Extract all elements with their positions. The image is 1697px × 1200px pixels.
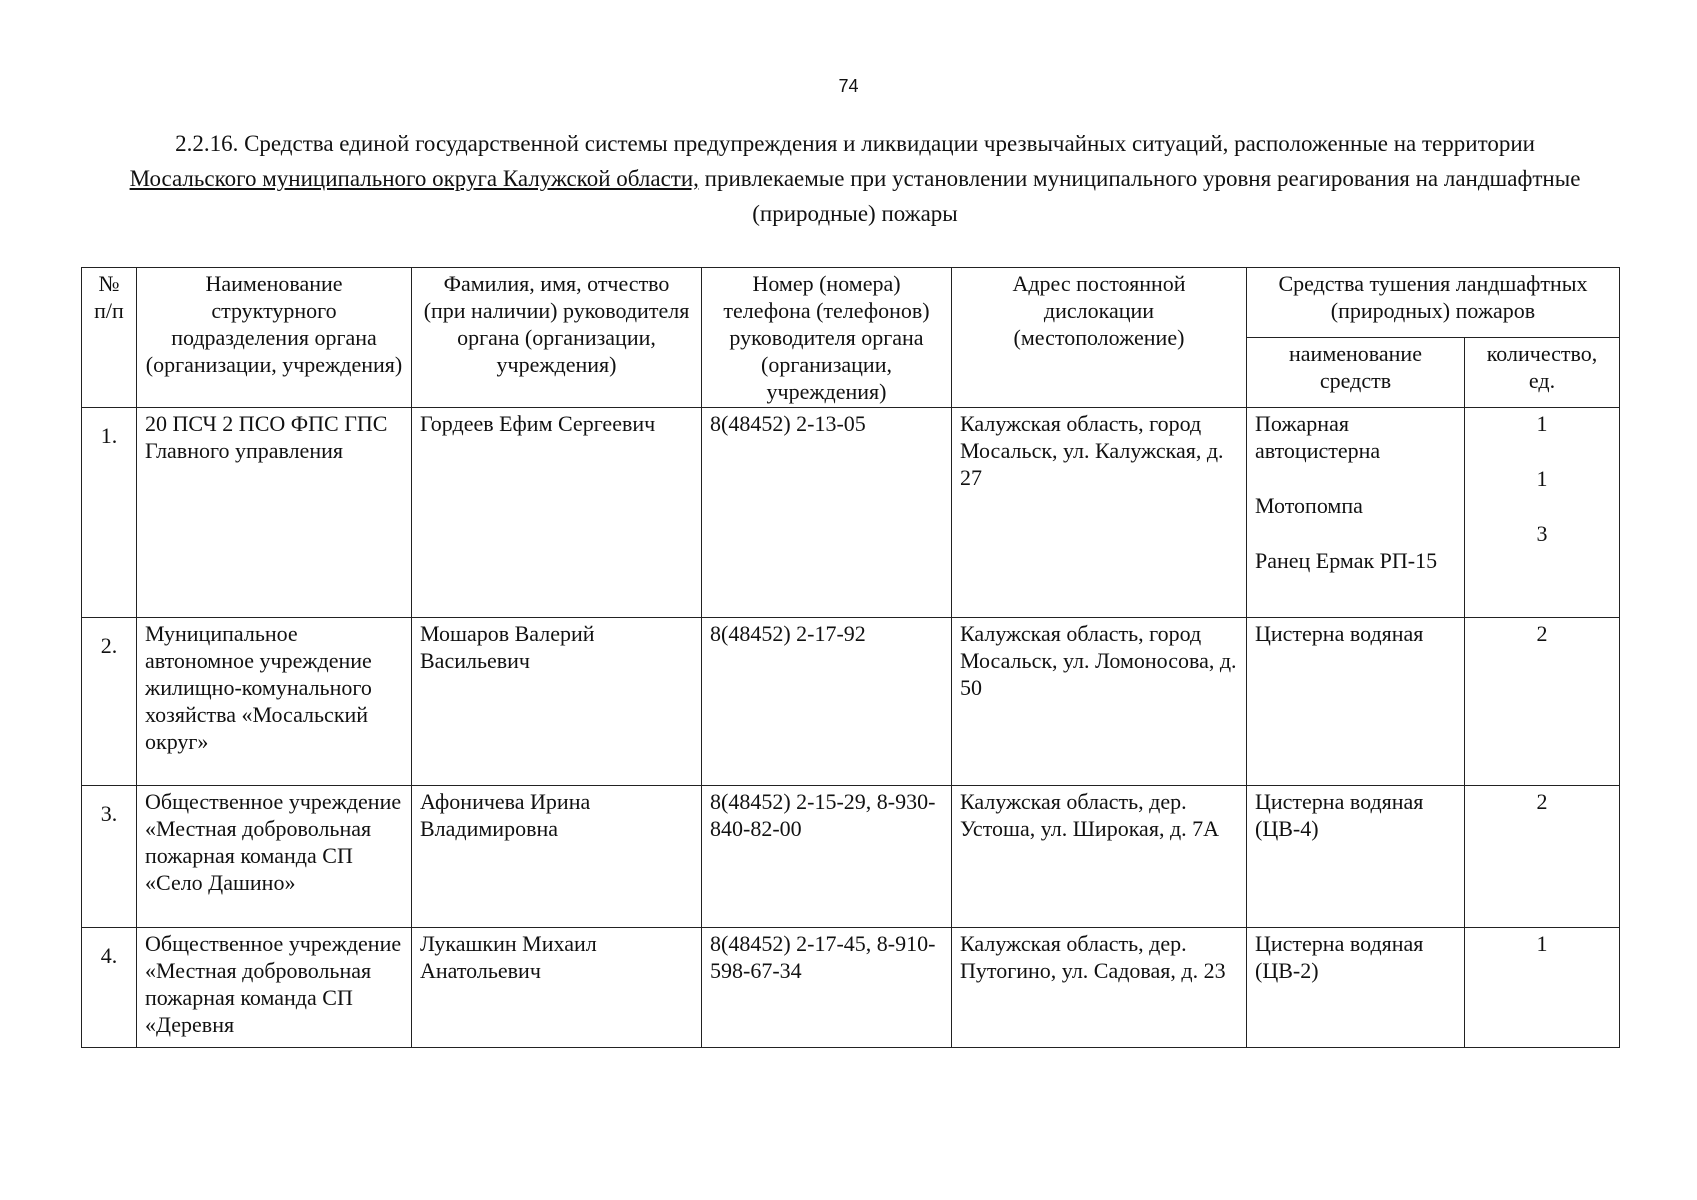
header-row [82, 268, 1620, 338]
row-means-name: Цистерна водяная (ЦВ-2) [1247, 928, 1465, 1048]
row-organization: 20 ПСЧ 2 ПСО ФПС ГПС Главного управления [137, 408, 412, 618]
heading-underlined-territory: Мосальского муниципального округа Калужской области, [129, 166, 699, 191]
row-organization: Общественное учреждение «Местная добровольная пожарная команда СП «Деревня [137, 928, 412, 1048]
header-means-name: наименование средств [1247, 338, 1465, 408]
resources-table [81, 267, 1620, 1048]
row-number: 3. [82, 786, 137, 928]
row-address: Калужская область, дер. Устоша, ул. Широкая, д. 7А [952, 786, 1247, 928]
row-organization: Муниципальное автономное учреждение жилищно-комунального хозяйства «Мосальский округ» [137, 618, 412, 786]
row-head-name: Афоничева Ирина Владимировна [412, 786, 702, 928]
header-head-name: Фамилия, имя, отчество (при наличии) руководителя органа (организации, учреждения) [412, 268, 702, 408]
row-means-qty: 2 [1465, 618, 1620, 786]
row-head-name: Гордеев Ефим Сергеевич [412, 408, 702, 618]
header-phone: Номер (номера) телефона (телефонов) руководителя органа (организации, учреждения) [702, 268, 952, 408]
row-address: Калужская область, город Мосальск, ул. Ломоносова, д. 50 [952, 618, 1247, 786]
heading-text-start: 2.2.16. Средства единой государственной системы предупреждения и ликвидации чрезвычайных ситуаций, расположенные на территории [175, 131, 1535, 156]
table-row [82, 786, 1620, 928]
row-phone: 8(48452) 2-15-29, 8-930-840-82-00 [702, 786, 952, 928]
row-means-qty: 2 [1465, 786, 1620, 928]
means-item: Ранец Ермак РП-15 [1255, 548, 1438, 573]
header-number: № п/п [82, 268, 137, 408]
means-qty: 1 [1536, 466, 1548, 491]
row-head-name: Лукашкин Михаил Анатольевич [412, 928, 702, 1048]
row-phone: 8(48452) 2-17-92 [702, 618, 952, 786]
resources-table-container [81, 267, 1619, 1048]
means-item: Мотопомпа [1255, 493, 1363, 518]
row-number: 2. [82, 618, 137, 786]
row-address: Калужская область, город Мосальск, ул. Калужская, д. 27 [952, 408, 1247, 618]
row-number: 4. [82, 928, 137, 1048]
row-means-qty: 1 [1465, 928, 1620, 1048]
row-number: 1. [82, 408, 137, 618]
table-row [82, 618, 1620, 786]
row-organization: Общественное учреждение «Местная добровольная пожарная команда СП «Село Дашино» [137, 786, 412, 928]
row-phone: 8(48452) 2-17-45, 8-910-598-67-34 [702, 928, 952, 1048]
row-means-name [1247, 408, 1465, 618]
row-phone: 8(48452) 2-13-05 [702, 408, 952, 618]
row-means-name: Цистерна водяная [1247, 618, 1465, 786]
means-qty: 1 [1536, 411, 1548, 436]
row-means-name: Цистерна водяная (ЦВ-4) [1247, 786, 1465, 928]
header-address: Адрес постоянной дислокации (местоположение) [952, 268, 1247, 408]
page-number: 74 [838, 76, 859, 96]
table-row [82, 928, 1620, 1048]
row-address: Калужская область, дер. Путогино, ул. Садовая, д. 23 [952, 928, 1247, 1048]
header-organization: Наименование структурного подразделения органа (организации, учреждения) [137, 268, 412, 408]
means-item: Пожарная автоцистерна [1255, 411, 1381, 463]
row-means-qty [1465, 408, 1620, 618]
row-head-name: Мошаров Валерий Васильевич [412, 618, 702, 786]
heading-text-end: привлекаемые при установлении муниципального уровня реагирования на ландшафтные (природные) пожары [698, 166, 1581, 226]
document-heading [120, 126, 1590, 231]
header-means: Средства тушения ландшафтных (природных) пожаров [1247, 268, 1620, 338]
table-row [82, 408, 1620, 618]
means-qty: 3 [1536, 521, 1548, 546]
header-means-qty: количество, ед. [1465, 338, 1620, 408]
